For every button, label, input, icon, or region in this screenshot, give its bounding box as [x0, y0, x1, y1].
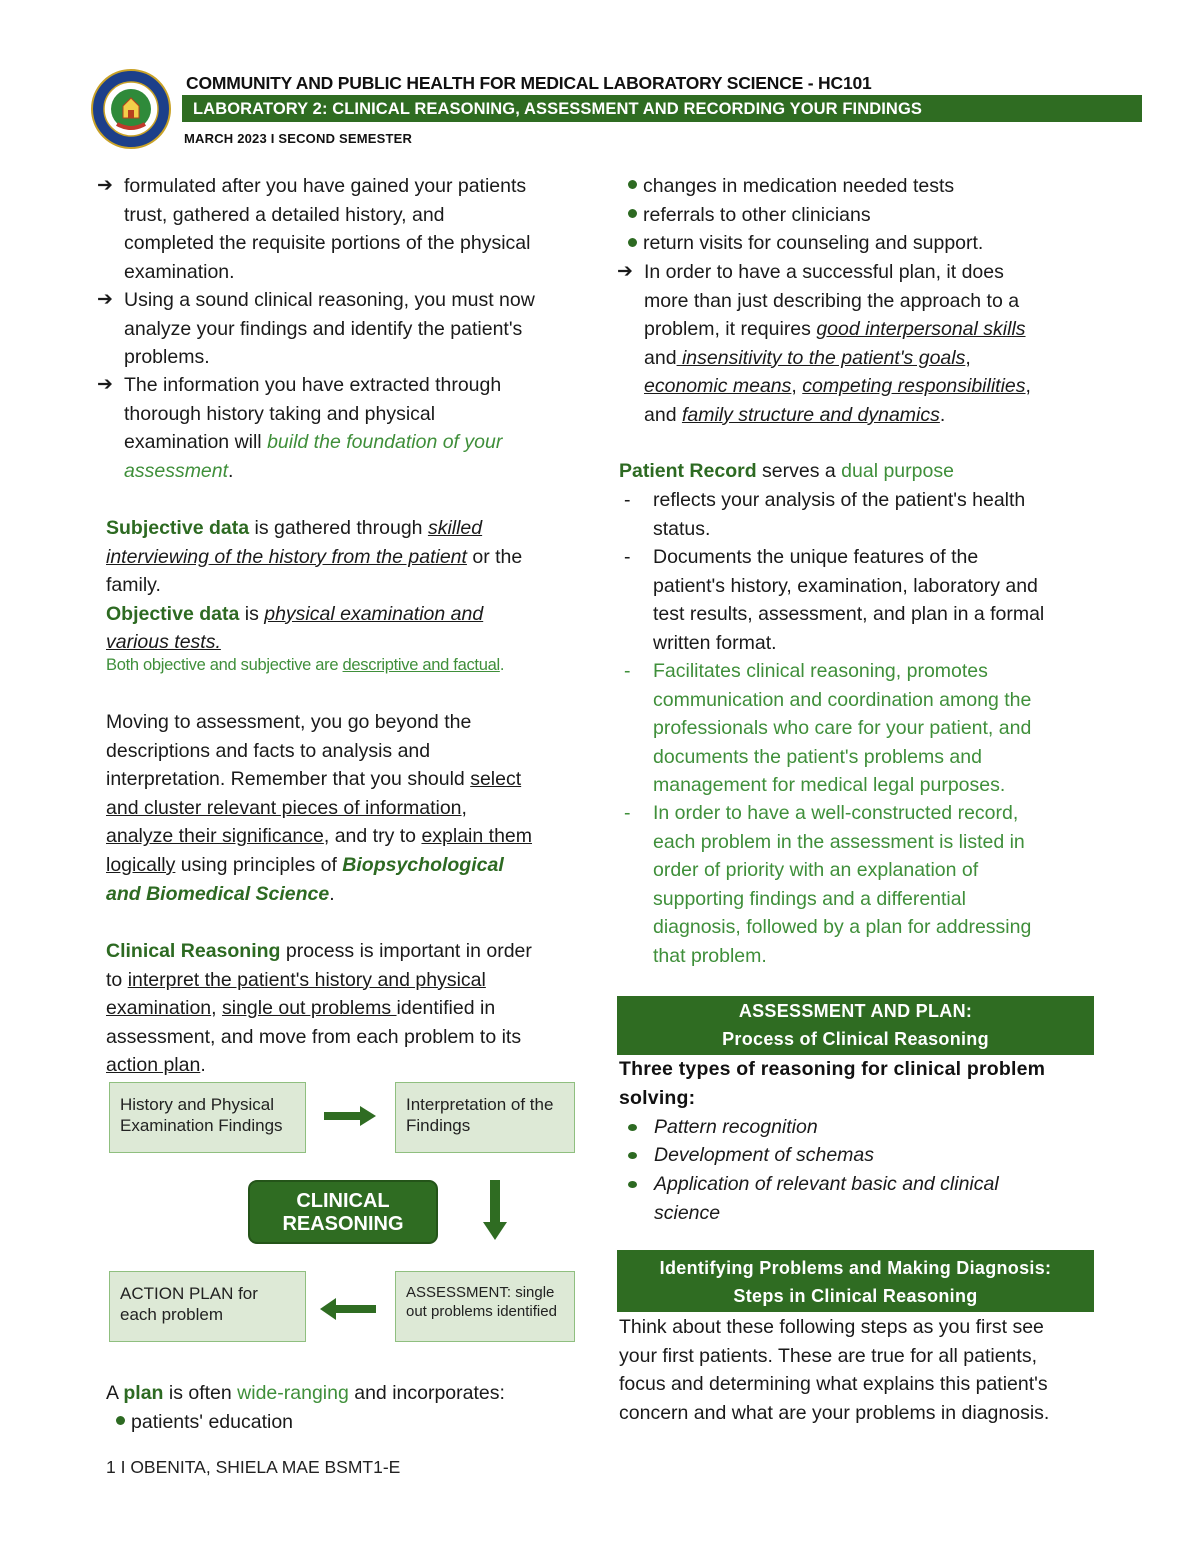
underlined-text: logically: [106, 853, 176, 876]
record-item-3: [620, 657, 1110, 800]
text-span: serves a: [756, 460, 842, 482]
course-title: COMMUNITY AND PUBLIC HEALTH FOR MEDICAL LABORATORY SCIENCE - HC101: [186, 73, 872, 93]
text-line: each problem in the assessment is listed in: [653, 830, 1025, 853]
text-line: family.: [106, 574, 161, 597]
dash-marker: -: [624, 489, 631, 511]
bullet-icon: [628, 1181, 637, 1188]
underlined-text: single out problems: [222, 997, 397, 1020]
text-span: ,: [965, 346, 971, 369]
patient-record-heading: [619, 457, 1099, 486]
arrow-down-icon: [483, 1180, 507, 1240]
text-line: patient's history, examination, laboratory and: [653, 574, 1038, 597]
text-line: documents the patient's problems and: [653, 745, 982, 768]
term: Subjective data: [106, 517, 250, 539]
list-item: Development of schemas: [654, 1144, 875, 1166]
text-span: .: [499, 656, 505, 674]
highlight-text: wide-ranging: [237, 1382, 349, 1404]
text-span: and: [644, 403, 682, 426]
text-line: formulated after you have gained your patients: [124, 175, 527, 197]
arrow-item-2: [97, 286, 587, 372]
arrow-right-icon: [324, 1106, 376, 1126]
arrow-left-icon: [320, 1298, 376, 1320]
university-logo: [90, 68, 172, 150]
list-item: Pattern recognition: [654, 1116, 818, 1138]
underlined-text: good interpersonal skills: [816, 318, 1026, 341]
bullet-icon: [628, 238, 637, 247]
text-span: and: [644, 346, 677, 369]
term: Patient Record: [619, 460, 757, 482]
underlined-text: insensitivity to the patient's goals: [676, 346, 966, 369]
center-label: CLINICAL: [296, 1190, 390, 1212]
underlined-text: physical examination and: [264, 602, 484, 625]
text-span: interpretation. Remember that you should: [106, 768, 471, 791]
arrow-item-3: [97, 371, 587, 485]
record-item-1: [620, 486, 1110, 543]
page-footer: 1 I OBENITA, SHIELA MAE BSMT1-E: [106, 1457, 401, 1477]
underlined-text: analyze their significance: [106, 825, 324, 848]
highlight-text: build the foundation of your: [267, 431, 503, 454]
assessment-plan-header: [617, 996, 1094, 1055]
underlined-text: competing responsibilities: [802, 375, 1026, 398]
record-item-2: [620, 543, 1110, 657]
text-line: [124, 457, 587, 486]
text-span: to: [106, 968, 128, 991]
text-line: In order to have a well-constructed record,: [653, 802, 1019, 824]
list-item: referrals to other clinicians: [643, 203, 871, 226]
text-line: Moving to assessment, you go beyond the: [106, 711, 472, 733]
text-line: The information you have extracted through: [124, 374, 502, 396]
highlight-text: assessment: [124, 459, 229, 482]
text-line: test results, assessment, and plan in a formal: [653, 603, 1045, 626]
list-item: return visits for counseling and support.: [643, 232, 984, 255]
text-span: is often: [163, 1382, 238, 1404]
bold-term: Biopsychological: [342, 853, 504, 876]
arrow-icon: ➔: [97, 374, 113, 395]
text-span: is gathered through: [249, 517, 428, 539]
text-line: your first patients. These are true for all patients,: [619, 1344, 1038, 1367]
list-item: patients' education: [131, 1410, 294, 1433]
text-span: or the: [466, 545, 523, 568]
text-line: professionals who care for your patient, and: [653, 717, 1032, 740]
text-line: In order to have a successful plan, it does: [644, 261, 1004, 283]
text-line: management for medical legal purposes.: [653, 774, 1006, 797]
plan-arrow-item: [617, 258, 1097, 430]
text-span: .: [329, 882, 335, 905]
text-line: written format.: [653, 631, 777, 654]
text-span: .: [939, 403, 946, 426]
highlight-text: dual purpose: [841, 460, 954, 482]
text-line: focus and determining what explains this patient's: [619, 1373, 1048, 1396]
text-line: problems.: [124, 346, 210, 369]
text-span: A: [106, 1382, 124, 1404]
text-span: using principles of: [175, 853, 343, 876]
underlined-text: interpret the patient's history and physical: [127, 968, 486, 991]
text-line: Three types of reasoning for clinical problem: [619, 1058, 1046, 1080]
text-line: trust, gathered a detailed history, and: [124, 203, 445, 226]
diagram-box-history: History and Physical Examination Findings: [109, 1082, 306, 1153]
think-paragraph: [619, 1313, 1109, 1427]
text-span: identified in: [396, 997, 496, 1020]
bullet-icon: [628, 209, 637, 218]
text-span: .: [228, 459, 234, 482]
text-line: reflects your analysis of the patient's health: [653, 489, 1026, 511]
text-line: more than just describing the approach to a: [644, 289, 1020, 312]
bold-term: and Biomedical Science: [106, 882, 330, 905]
underlined-text: family structure and dynamics: [681, 403, 940, 426]
dash-marker: -: [624, 660, 631, 682]
header-line: Process of Clinical Reasoning: [722, 1029, 989, 1049]
text-span: ,: [1025, 375, 1031, 398]
arrow-icon: ➔: [97, 289, 113, 310]
clinical-reasoning-paragraph: [106, 937, 591, 1080]
term: Objective data: [106, 602, 240, 625]
both-data-note: [106, 656, 504, 675]
text-line: Using a sound clinical reasoning, you must now: [124, 289, 535, 311]
subjective-paragraph: [106, 514, 586, 657]
text-line: completed the requisite portions of the physical: [124, 232, 531, 255]
header-line: Identifying Problems and Making Diagnosis:: [659, 1258, 1052, 1278]
header-line: Steps in Clinical Reasoning: [733, 1286, 978, 1306]
dash-marker: -: [624, 546, 631, 568]
text-line: that problem.: [653, 944, 767, 967]
text-span: , and try to: [323, 825, 422, 848]
diagram-box-assessment: ASSESSMENT: single out problems identified: [395, 1271, 575, 1342]
text-line: Documents the unique features of the: [653, 546, 979, 568]
reasoning-item-2: [628, 1141, 1098, 1170]
diagram-box-interpretation: Interpretation of the Findings: [395, 1082, 575, 1153]
center-label: REASONING: [282, 1213, 404, 1235]
text-line: diagnosis, followed by a plan for addressing: [653, 916, 1032, 939]
text-line: examination.: [124, 260, 235, 283]
bullet-icon: [628, 1152, 637, 1159]
text-span: ,: [461, 796, 467, 819]
text-span: Both objective and subjective are: [106, 656, 343, 674]
text-span: examination will: [124, 431, 268, 454]
header-line: ASSESSMENT AND PLAN:: [738, 1001, 973, 1021]
plan-items-list: [628, 172, 1108, 258]
text-line: Application of relevant basic and clinical: [654, 1173, 999, 1195]
record-item-4: [620, 799, 1110, 971]
text-line: assessment, and move from each problem to its: [106, 1025, 522, 1048]
text-span: is: [239, 602, 265, 625]
underlined-text: explain them: [421, 825, 533, 848]
underlined-text: interviewing of the history from the patient: [106, 545, 467, 568]
text-span: problem, it requires: [644, 318, 817, 341]
text-line: supporting findings and a differential: [653, 887, 966, 910]
term: plan: [123, 1382, 164, 1404]
assessment-paragraph: [106, 708, 591, 908]
text-line: solving:: [619, 1086, 696, 1109]
text-line: concern and what are your problems in diagnosis.: [619, 1401, 1050, 1424]
clinical-reasoning-box: [248, 1180, 438, 1244]
text-line: order of priority with an explanation of: [653, 859, 979, 882]
text-line: communication and coordination among the: [653, 688, 1032, 711]
arrow-icon: ➔: [97, 175, 113, 196]
underlined-text: action plan: [106, 1054, 201, 1077]
underlined-text: examination: [106, 997, 212, 1020]
list-item: changes in medication needed tests: [643, 175, 955, 197]
bullet-icon: [628, 1124, 637, 1131]
text-span: .: [200, 1054, 206, 1077]
text-line: thorough history taking and physical: [124, 402, 436, 425]
reasoning-item-1: [628, 1113, 1098, 1142]
underlined-text: select: [470, 768, 522, 791]
reasoning-item-3: [628, 1170, 1098, 1227]
three-types-heading: [619, 1055, 1099, 1112]
underlined-text: skilled: [427, 517, 483, 539]
plan-paragraph: [106, 1379, 596, 1436]
text-line: [124, 428, 587, 457]
underlined-text: descriptive and factual: [342, 656, 500, 674]
dash-marker: -: [624, 802, 631, 824]
underlined-text: and cluster relevant pieces of information: [106, 796, 462, 819]
text-line: science: [654, 1201, 721, 1224]
bullet-icon: [116, 1416, 125, 1425]
bullet-icon: [628, 180, 637, 189]
text-line: analyze your findings and identify the patient's: [124, 317, 523, 340]
text-line: descriptions and facts to analysis and: [106, 739, 431, 762]
text-line: Think about these following steps as you first see: [619, 1316, 1044, 1338]
arrow-item-1: [97, 172, 587, 286]
term: Clinical Reasoning: [106, 940, 281, 962]
text-line: Facilitates clinical reasoning, promotes: [653, 660, 988, 682]
text-span: and incorporates:: [348, 1382, 505, 1404]
text-span: ,: [791, 375, 803, 398]
semester-label: MARCH 2023 I SECOND SEMESTER: [184, 131, 413, 146]
underlined-text: various tests.: [106, 631, 221, 654]
diagram-box-action-plan: ACTION PLAN for each problem: [109, 1271, 306, 1342]
text-span: ,: [211, 997, 222, 1020]
text-line: status.: [653, 517, 711, 540]
lab-title: LABORATORY 2: CLINICAL REASONING, ASSESSMENT AND RECORDING YOUR FINDINGS: [193, 100, 922, 118]
underlined-text: economic means: [644, 375, 792, 398]
arrow-icon: ➔: [617, 261, 633, 282]
text-span: process is important in order: [280, 940, 532, 962]
identifying-problems-header: [617, 1250, 1094, 1312]
